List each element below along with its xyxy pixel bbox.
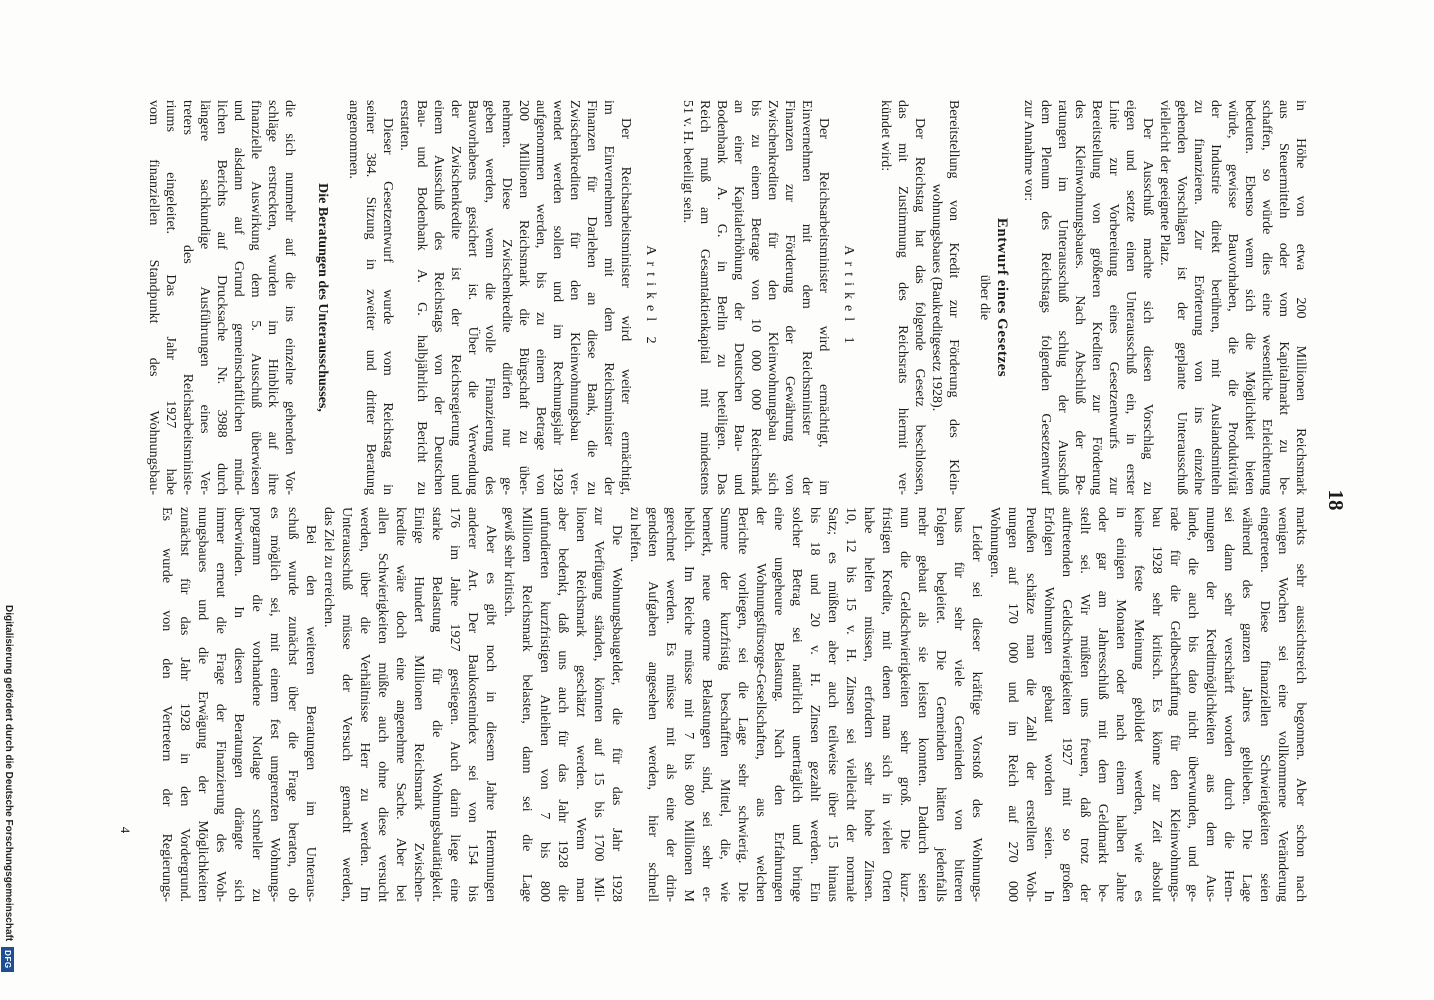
text-line: solcher Betrag sei natürlich unerträglich und bringe bbox=[789, 507, 804, 902]
text-line: Folgen begleitet. Die Gemeinden hätten jedenfalls bbox=[933, 507, 948, 902]
text-line: schuß wurde zunächst über die Frage beraten, ob bbox=[285, 507, 300, 902]
text-line: gehenden Vorschlägen ist der geplante Unterausschuß bbox=[1174, 100, 1189, 495]
text-line: stellt sei. Wir müßten uns freuen, daß trotz der bbox=[1077, 507, 1092, 902]
text-line: aus Steuermitteln oder vom Kapitalmarkt zu be- bbox=[1276, 100, 1291, 495]
text-line: 200 Millionen Reichsmark die Bürgschaft zu über- bbox=[516, 100, 531, 495]
text-line: zu helfen. bbox=[627, 507, 642, 563]
text-line: geben werden, wenn die volle Finanzierung des bbox=[482, 100, 497, 495]
text-line: dem Plenum des Reichstags folgenden Gesetzentwurf bbox=[1038, 100, 1053, 495]
text-line: bis 18 und 20 v. H. Zinsen gezahlt werden. Ein bbox=[807, 507, 822, 902]
text-line: in Höhe von etwa 200 Millionen Reichsmark bbox=[1293, 100, 1308, 495]
text-line: wohnungsbaues (Baukreditgesetz 1928). bbox=[929, 183, 944, 412]
footer-credit-text: Digitalisierung gefördert durch die Deutsche Forschungsgemeinschaft bbox=[3, 605, 14, 942]
text-line: nun die Geldschwierigkeiten sehr groß. Die kurz- bbox=[897, 507, 912, 902]
text-line: Unterausschuß müsse der Versuch gemacht werden, bbox=[339, 507, 354, 902]
text-line: Der Reichsarbeitsminister wird weiter ermächtigt, bbox=[618, 118, 633, 495]
text-column-left bbox=[145, 100, 1309, 495]
text-line: zunächst für das Jahr 1928 in den Vordergrund. bbox=[177, 507, 192, 902]
text-line: zur Annahme vor: bbox=[1021, 100, 1036, 202]
text-line: habe helfen müssen, erfordern sehr hohe Zinsen. bbox=[861, 507, 876, 902]
text-line: Einige Hundert Millionen Reichsmark Zwischen- bbox=[411, 507, 426, 902]
text-line: seiner 384. Sitzung in zweiter und dritter Beratung bbox=[363, 100, 378, 495]
text-line: die sich nunmehr auf die ins einzelne gehenden Vor- bbox=[282, 100, 297, 495]
text-line: Millionen Reichsmark belasten, dann sei die Lage bbox=[519, 507, 534, 902]
text-line: Der Reichstag hat das folgende Gesetz beschlossen, bbox=[912, 118, 927, 495]
text-line: werden, über die Verhältnisse Herr zu werden. Im bbox=[357, 507, 372, 902]
text-line: markts sehr aussichtsreich begonnen. Aber schon nach bbox=[1293, 507, 1308, 902]
text-line: zu finanzieren. Zur Erörterung von ins einzelne bbox=[1191, 100, 1206, 495]
text-line: Reich muß am Gesamtaktienkapital mit mindestens bbox=[697, 100, 712, 495]
text-line: der Wohnungsfürsorge-Gesellschaften, aus welchen bbox=[753, 507, 768, 902]
text-line: kredite wäre doch eine angenehme Sache. Aber bei bbox=[393, 507, 408, 902]
text-line: Bereitstellung von größeren Krediten zur Förderung bbox=[1089, 100, 1104, 495]
text-line: Zwischenkrediten für den Kleinwohnungsbau sich bbox=[765, 100, 780, 495]
text-line: längere sachkundige Ausführungen eines Ver- bbox=[197, 100, 212, 495]
text-line: gerechnet werden. Es müsse mit als eine der drin- bbox=[663, 507, 678, 902]
text-line: Bodenbank A. G. in Berlin zu beteiligen. Das bbox=[714, 100, 729, 495]
text-line: unfundierten kurzfristigen Anleihen von 7 bis 800 bbox=[537, 507, 552, 902]
text-line: bemerkt, neue enorme Belastungen sind, sei sehr er- bbox=[699, 507, 714, 902]
text-column-right bbox=[157, 507, 1309, 902]
text-line: einem Ausschuß des Reichstags von der Deutschen bbox=[431, 100, 446, 495]
text-line: Der Ausschuß machte sich diesen Vorschlag zu bbox=[1140, 118, 1155, 495]
text-line: das Ziel zu erreichen. bbox=[321, 507, 336, 628]
text-line: fristigen Kredite, mit denen man sich in vielen Orten bbox=[879, 507, 894, 902]
text-line: aufgenommen werden, bis zu einem Betrage von bbox=[533, 100, 548, 495]
text-line: gewiß sehr kritisch. bbox=[501, 507, 516, 618]
text-line: lande, die auch bis dato nicht überwunden, und ge- bbox=[1185, 507, 1200, 902]
text-line: in einigen Monaten oder nach einem halben Jahre bbox=[1113, 507, 1128, 902]
text-line: finanzielle Auswirkung dem 5. Ausschuß überwiesen bbox=[248, 100, 263, 495]
text-line: schaffen, so würde dies eine wesentliche Erleichterung bbox=[1259, 100, 1274, 495]
section-heading: Die Beratungen des Unterausschusses, bbox=[315, 183, 330, 412]
text-line: vom finanziellen Standpunkt des Wohnungsbau- bbox=[146, 100, 161, 495]
text-line: wenigen Wochen sei eine vollkommene Veränderung bbox=[1275, 507, 1290, 902]
text-line: mungen der Kreditmöglichkeiten aus dem Aus- bbox=[1203, 507, 1218, 902]
text-line: es möglich sei, mit einem fest umgrenzten Wohnungs- bbox=[267, 507, 282, 902]
text-line: 10, 12 bis 15 v. H. Zinsen sei vielleicht der normale bbox=[843, 507, 858, 902]
text-line: programm die vorhandene Notlage schneller zu bbox=[249, 507, 264, 902]
text-line: Bauvorhabens gesichert ist. Über die Verwendung bbox=[465, 100, 480, 495]
article-heading: Artikel 2 bbox=[643, 245, 658, 350]
text-line: mehr gebaut als sie leisten konnten. Dadurch seien bbox=[915, 507, 930, 902]
text-line: der Zwischenkredite ist der Reichsregierung und bbox=[448, 100, 463, 495]
text-line: aber bedenkt, daß uns auch für das Jahr 1928 die bbox=[555, 507, 570, 902]
text-line: Berichte vorliegen, sei die Lage sehr schwierig. Die bbox=[735, 507, 750, 902]
text-line: Bei den weiteren Beratungen im Unteraus- bbox=[303, 525, 318, 902]
text-line: des Kleinwohnungsbaues. Nach Abschluß der Be- bbox=[1072, 100, 1087, 495]
text-line: Einvernehmen mit dem Reichsminister der bbox=[799, 100, 814, 495]
law-title: Entwurf eines Gesetzes bbox=[994, 217, 1010, 378]
text-line: Der Reichsarbeitsminister wird ermächtigt, im bbox=[816, 118, 831, 495]
text-line: lichen Berichts auf Drucksache Nr. 3988 durch bbox=[214, 100, 229, 495]
text-line: bau 1928 sehr kritisch. Es könne zur Zeit absolut bbox=[1149, 507, 1164, 902]
text-line: Dieser Gesetzentwurf wurde vom Reichstag in bbox=[380, 118, 395, 495]
text-line: schläge erstreckten, wurden im Hinblick auf ihre bbox=[265, 100, 280, 495]
text-line: erstatten. bbox=[397, 100, 412, 151]
text-line: lionen Reichsmark geschätzt werden. Wenn man bbox=[573, 507, 588, 902]
text-line: an einer Kapitalerhöhung der Deutschen Bau- und bbox=[731, 100, 746, 495]
text-line: angenommen. bbox=[346, 100, 361, 179]
text-line: und alsdann auf Grund gemeinschaftlichen münd- bbox=[231, 100, 246, 495]
text-line: oder gar am Jahresschluß mit dem Geldmarkt be- bbox=[1095, 507, 1110, 902]
text-line: bis zu einem Betrage von 10 000 000 Reichsmark bbox=[748, 100, 763, 495]
article-heading: Artikel 1 bbox=[841, 245, 856, 350]
law-subtitle: über die bbox=[977, 274, 992, 321]
text-line: während des ganzen Jahres geblieben. Die Lage bbox=[1239, 507, 1254, 902]
text-line: gendsten Aufgaben angesehen werden, hier schnell bbox=[645, 507, 660, 902]
text-line: baus für sehr viele Gemeinden von bitteren bbox=[951, 507, 966, 902]
text-line: eigen und setzte einen Unterausschuß ein, in erster bbox=[1123, 100, 1138, 495]
text-line: 176 im Jahre 1927 gestiegen. Auch darin liege eine bbox=[447, 507, 462, 902]
text-line: wendet werden sollen und im Rechnungsjahr 1928 bbox=[550, 100, 565, 495]
text-line: ratungen im Unterausschuß schlug der Ausschuß bbox=[1055, 100, 1070, 495]
text-line: eingetreten. Diese finanziellen Schwierigkeiten seien bbox=[1257, 507, 1272, 902]
text-line: bedeuten. Ebenso wenn sich die Möglichkeit bieten bbox=[1242, 100, 1257, 495]
text-line: der Industrie direkt berühren, mit Auslandsmitteln bbox=[1208, 100, 1223, 495]
text-line: Leider sei dieser kräftige Vorstoß des Wohnungs- bbox=[969, 525, 984, 902]
text-line: allen Schwierigkeiten müßte auch ohne diese versucht bbox=[375, 507, 390, 902]
text-line: nehmen. Diese Zwischenkredite dürfen nur ge- bbox=[499, 100, 514, 495]
text-line: nungen auf 170 000 und im Reich auf 270 000 bbox=[1005, 507, 1020, 902]
text-line: Finanzen für Darlehen an diese Bank, die zu bbox=[584, 100, 599, 495]
text-line: Summe der kurzfristig beschafften Mittel, die, wie bbox=[717, 507, 732, 902]
text-line: kündet wird: bbox=[878, 100, 893, 172]
text-line: würde, gewisse Bauvorhaben, die die Produktivität bbox=[1225, 100, 1240, 495]
text-line: starke Belastung für die Wohnungsbautätigkeit. bbox=[429, 507, 444, 902]
text-line: nungsbaues und die Erwägung der Möglichkeiten bbox=[195, 507, 210, 902]
text-line: Es wurde von den Vertretern der Regierungs- bbox=[159, 507, 174, 902]
text-line: Preußen schätze man die Zahl der erstellten Woh- bbox=[1023, 507, 1038, 902]
page-number: 18 bbox=[1324, 489, 1348, 511]
text-line: heblich. Im Reiche müsse mit 7 bis 800 Millionen M bbox=[681, 507, 696, 902]
text-line: eine ungeheure Belastung. Nach den Erfahrungen bbox=[771, 507, 786, 902]
signature-mark: 4 bbox=[118, 826, 133, 834]
text-line: 51 v. H. beteiligt sein. bbox=[680, 100, 695, 224]
text-line: riums eingeleitet. Das Jahr 1927 habe bbox=[163, 100, 178, 495]
digitization-footer bbox=[2, 605, 14, 972]
text-line: Die Wohnungsbaugelder, die für das Jahr 1928 bbox=[609, 525, 624, 902]
text-line: immer erneut die Frage der Finanzierung des Woh- bbox=[213, 507, 228, 902]
text-line: anderer Art. Der Baukostenindex sei von 154 bis bbox=[465, 507, 480, 902]
dfg-logo-icon: DFG bbox=[2, 947, 15, 971]
text-line: treters des Reichsarbeitsministe- bbox=[180, 100, 195, 495]
text-line: auftretenden Geldschwierigkeiten 1927 mit so großen bbox=[1059, 507, 1074, 902]
text-line: rade für die Geldbeschaffung für den Kleinwohnungs- bbox=[1167, 507, 1182, 902]
text-line: zur Verfügung ständen, könnten auf 15 bis 1700 Mil- bbox=[591, 507, 606, 902]
text-line: Zwischenkrediten für den Kleinwohnungsbau ver- bbox=[567, 100, 582, 495]
text-line: keine feste Meinung gebildet werden, wie es bbox=[1131, 507, 1146, 902]
text-line: Erfolgen Wohnungen gebaut worden seien. In bbox=[1041, 507, 1056, 902]
text-line: das mit Zustimmung des Reichsrats hiermit ver- bbox=[895, 100, 910, 495]
text-line: Bereitstellung von Kredit zur Förderung des Klein- bbox=[946, 100, 961, 495]
text-line: sei dann sehr verschärft worden durch die Hem- bbox=[1221, 507, 1236, 902]
text-line: im Einvernehmen mit dem Reichsminister der bbox=[601, 100, 616, 495]
text-line: Aber es gibt noch in diesem Jahre Hemmungen bbox=[483, 525, 498, 902]
text-line: Wohnungen. bbox=[987, 507, 1002, 578]
text-line: Bau- und Bodenbank A. G. halbjährlich Bericht zu bbox=[414, 100, 429, 495]
text-line: Satz; es müßten aber auch teilweise über 15 hinaus bbox=[825, 507, 840, 902]
text-line: Linie zur Vorbereitung eines Gesetzentwurfs zur bbox=[1106, 100, 1121, 495]
text-line: Finanzen zur Förderung der Gewährung von bbox=[782, 100, 797, 495]
text-line: überwinden. In diesen Beratungen drängte sich bbox=[231, 507, 246, 902]
text-line: vielleicht der geeignete Platz. bbox=[1157, 100, 1172, 266]
